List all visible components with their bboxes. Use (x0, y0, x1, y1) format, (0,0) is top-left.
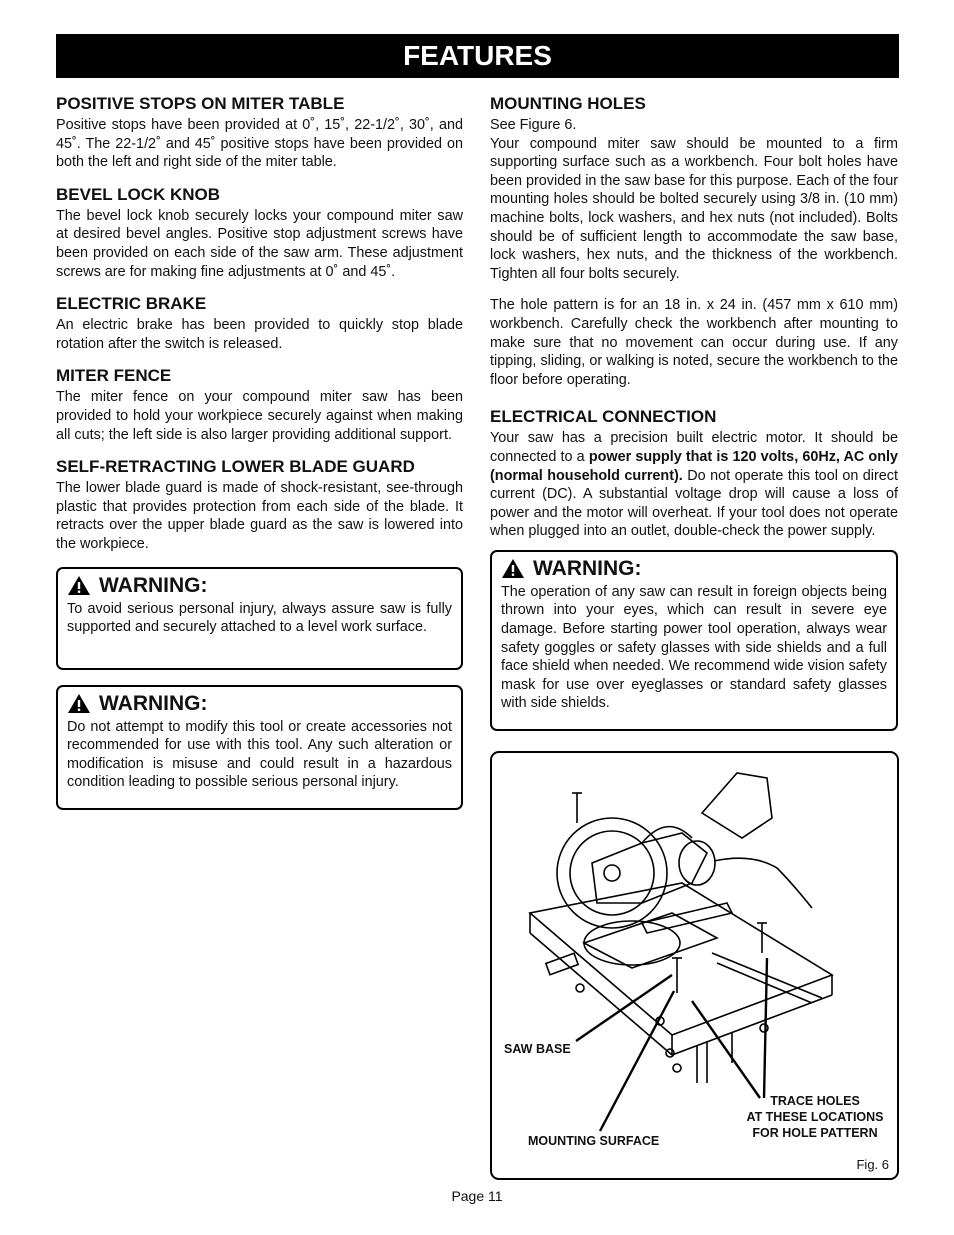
warning-body: Do not attempt to modify this tool or create accessories not recommended for use with this tool. Any such alteration or modification is misuse and could result in a hazardous condition leading to possible serious personal injury. (67, 718, 452, 791)
section-body: The bevel lock knob securely locks your compound miter saw at desired bevel angles. Positive stop adjustment screws have been provided on each side of the saw arm. These adjustment screws are for making fine adjustments at 0˚ and 45˚. (56, 207, 463, 280)
left-column (56, 94, 463, 810)
section-heading: SELF-RETRACTING LOWER BLADE GUARD (56, 457, 415, 477)
trace-holes-label (740, 1093, 890, 1141)
warning-title: WARNING: (99, 691, 208, 715)
warning-box-modify (56, 685, 463, 810)
figure-6 (490, 751, 899, 1180)
trace-holes-line-3: FOR HOLE PATTERN (752, 1126, 878, 1140)
section-body: The miter fence on your compound miter saw has been provided to hold your workpiece securely against when making all cuts; the left side is also larger providing additional support. (56, 389, 463, 443)
figure-reference: See Figure 6. (490, 117, 577, 133)
section-positive-stops (56, 94, 463, 172)
section-bevel-lock-knob (56, 185, 463, 281)
warning-header (67, 574, 452, 598)
mounting-paragraph-1: Your compound miter saw should be mounted to a firm supporting surface such as a workbench. Four bolt holes have been provided in the saw base for this purpose. Each of the four mounting holes should be bolted securely using 3/8 in. (10 mm) machine bolts, lock washers, and hex nuts (not included). Bolts should be of sufficient length to accommodate the saw base, lock washers, hex nuts, and the thickness of the workbench. Tighten all four bolts securely. (490, 135, 898, 282)
warning-header (67, 692, 452, 716)
section-body: The lower blade guard is made of shock-resistant, see-through plastic that provides protection from each side of the blade. It retracts over the upper blade guard as the saw is lowered into the workpiece. (56, 480, 463, 552)
section-heading: MOUNTING HOLES (490, 94, 646, 113)
electrical-text-bold: power supply that is 120 volts, 60Hz, AC only (normal household current). (490, 448, 898, 484)
page-title: FEATURES (56, 34, 899, 78)
electrical-text-post: Do not operate this tool on direct current (DC). A substantial voltage drop will cause a loss of power and the motor will overheat. If your tool does not operate when plugged into an outlet, double-check the power supply. (490, 467, 898, 540)
warning-box-support (56, 567, 463, 670)
saw-base-label: SAW BASE (504, 1042, 571, 1056)
section-heading: BEVEL LOCK KNOB (56, 184, 221, 204)
warning-header (501, 557, 887, 581)
figure-number: Fig. 6 (856, 1157, 889, 1172)
trace-holes-line-1: TRACE HOLES (770, 1094, 860, 1108)
section-electric-brake (56, 294, 463, 353)
warning-triangle-icon (67, 575, 91, 596)
warning-title: WARNING: (99, 573, 208, 597)
warning-title: WARNING: (533, 556, 642, 580)
electrical-text-pre: Your saw has a precision built electric motor. It should be connected to a (490, 430, 898, 465)
section-heading: POSITIVE STOPS ON MITER TABLE (56, 94, 345, 113)
warning-triangle-icon (67, 693, 91, 714)
section-miter-fence (56, 366, 463, 444)
right-column (490, 94, 898, 731)
section-body: Positive stops have been provided at 0˚, 15˚, 22-1/2˚, 30˚, and 45˚. The 22-1/2˚ and 45˚ positive stops have been provided on both the left and right side of the miter table. (56, 117, 463, 171)
section-body: An electric brake has been provided to quickly stop blade rotation after the switch is released. (56, 317, 463, 352)
mounting-surface-label: MOUNTING SURFACE (528, 1134, 660, 1148)
trace-holes-line-2: AT THESE LOCATIONS (746, 1110, 884, 1124)
mounting-paragraph-2: The hole pattern is for an 18 in. x 24 in. (457 mm x 610 mm) workbench. Carefully check the workbench after mounting to make sure that no movement can occur during use. If any tipping, sliding, or walking is noted, secure the workbench to the floor before operating. (490, 297, 898, 388)
section-heading: MITER FENCE (56, 366, 172, 386)
warning-box-eye-protection (490, 550, 898, 731)
warning-triangle-icon (501, 558, 525, 579)
section-heading: ELECTRICAL CONNECTION (490, 407, 717, 427)
section-heading: ELECTRIC BRAKE (56, 294, 207, 314)
page-number: Page 11 (451, 1188, 503, 1204)
electrical-paragraph (490, 429, 898, 541)
warning-body: The operation of any saw can result in foreign objects being thrown into your eyes, which can result in severe eye damage. Before starting power tool operation, always wear safety goggles or safety glasses with side shields and a full face shield when needed. We recommend wide vision safety mask for use over eyeglasses or standard safety glasses with side shields. (501, 583, 887, 712)
warning-body: To avoid serious personal injury, always assure saw is fully supported and securely attached to a level work surface. (67, 600, 452, 636)
section-lower-blade-guard (56, 457, 463, 553)
